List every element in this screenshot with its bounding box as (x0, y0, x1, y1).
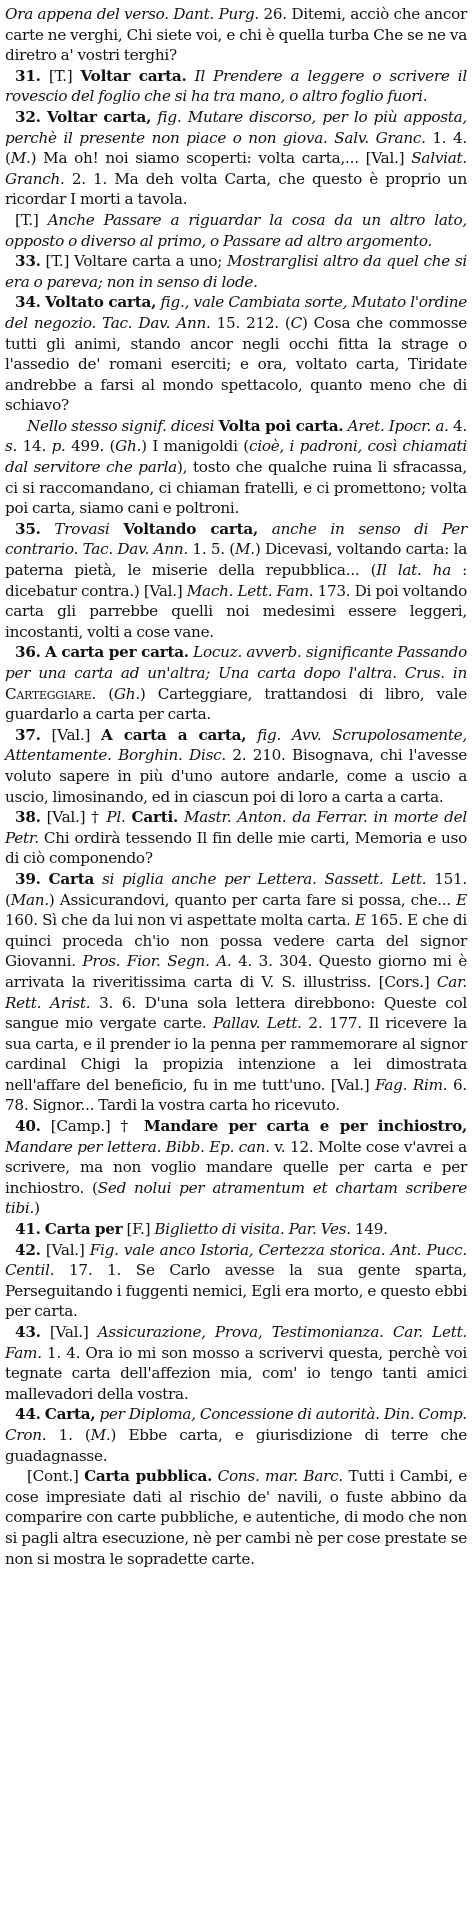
entry-e34b: Nello stesso signif. dicesi Volta poi carta. Aret. Ipocr. a. 4. s. 14. p. 499. (Gh.) I manigoldi (cioè, i padroni, così chiamati dal servitore che parla), tosto che qualche ruina li sfracassa, ci si raccomandano, ci chiaman fratelli, e ci promettono; volta poi carta, siamo cani e poltroni. (5, 416, 467, 518)
entry-e32b: [T.] Anche Passare a riguardar la cosa da un altro lato, opposto o diverso al primo, o Passare ad altro argomento. (5, 210, 467, 250)
entry-e44: 44. Carta, per Diploma, Concessione di autorità. Din. Comp. Cron. 1. (M.) Ebbe carta, e giurisdizione di terre che guadagnasse. (5, 1405, 468, 1465)
entry-e34: 34. Voltato carta, fig., vale Cambiata sorte, Mutato l'ordine del negozio. Tac. Dav. Ann. 15. 212. (C) Cosa che commosse tutti gli animi, stando ancor negli occhi fitta la strage o l'assedio de' romani eserciti; e ora, voltato carta, Tiridate andrebbe a farsi al mondo spettacolo, quanto meno che di schiavo? (5, 293, 468, 415)
entry-e32: 32. Voltar carta, fig. Mutare discorso, per lo più apposta, perchè il presente non piace o non giova. Salv. Granc. 1. 4. (M.) Ma oh! noi siamo scoperti: volta carta,... [Val.] Salviat. Granch. 2. 1. Ma deh volta Carta, che questo è proprio un ricordar I morti a tavola. (5, 107, 467, 209)
entry-e38: 38. [Val.] † Pl. Carti. Mastr. Anton. da Ferrar. in morte del Petr. Chi ordirà tessendo Il fin delle mie carti, Memoria e uso di ciò componendo? (5, 808, 468, 868)
entry-e41: 41. Carta per [F.] Biglietto di visita. Par. Ves. 149. (15, 1220, 388, 1239)
entry-e43: 43. [Val.] Assicurazione, Prova, Testimonianza. Car. Lett. Fam. 1. 4. Ora io mi son mosso a scrivervi questa, perchè voi tegnate carta dell'affezion mia, com' io tengo tanti amici mallevadori della vostra. (5, 1323, 467, 1403)
entry-e31: 31. [T.] Voltar carta. Il Prendere a leggere o scrivere il rovescio del foglio che si ha tra mano, o altro foglio fuori. (5, 66, 467, 106)
entry-e39: 39. Carta si piglia anche per Lettera. Sassett. Lett. 151. (Man.) Assicurandovi, quanto per carta fare si possa, che... E 160. Sì che da lui non vi aspettate molta carta. E 165. E che di quinci proceda ch'io non possa vedere carta del signor Giovanni. Pros. Fior. Segn. A. 4. 3. 304. Questo giorno mi è arrivata la riveritissima carta di V. S. illustriss. [Cors.] Car. Rett. Arist. 3. 6. D'una sola lettera direbbono: Queste col sangue mio vergate carte. Pallav. Lett. 2. 177. Il ricevere la sua carta, e il prender io la penna per rammemorare al signor cardinal Chigi la propizia intenzione a lei dimostrata nell'affare del beneficio, fu in me tutt'uno. [Val.] Fag. Rim. 6. 78. Signor... Tardi la vostra carta ho ricevuto. (5, 869, 468, 1115)
entry-e40: 40. [Camp.] † Mandare per carta e per inchiostro, Mandare per lettera. Bibb. Ep. can. v. 12. Molte cose v'avrei a scrivere, ma non voglio mandare quelle per carta e per inchiostro. (Sed nolui per atramentum et chartam scribere tibi.) (5, 1117, 468, 1218)
entry-e33: 33. [T.] Voltare carta a uno; Mostrarglisi altro da quel che si era o pareva; non in senso di lode. (5, 252, 467, 291)
entry-e37: 37. [Val.] A carta a carta, fig. Avv. Scrupolosamente, Attentamente. Borghin. Disc. 2. 210. Bisognava, chi l'avesse voluto sapere in più d'uno autore andarle, come a uscio a uscio, limosinando, ed in ciascun poi di loro a carta a carta. (5, 725, 467, 806)
entry-e0: Ora appena del verso. Dant. Purg. 26. Ditemi, acciò che ancor carte ne verghi, Chi siete voi, e chi è quella turba Che se ne va diretro a' vostri terghi? (5, 5, 467, 65)
entry-e42: 42. [Val.] Fig. vale anco Istoria, Certezza storica. Ant. Pucc. Centil. 17. 1. Se Carlo avesse la sua gente sparta, Perseguitando i fuggenti nemici, Egli era morto, e questo ebbi per carta. (5, 1240, 467, 1321)
entry-e36: 36. A carta per carta. Locuz. avverb. significante Passando per una carta ad un'altra; Una carta dopo l'altra. Crus. in Carteggiare. (Gh.) Carteggiare, trattandosi di libro, vale guardarlo a carta per carta. (5, 643, 468, 724)
entry-e35: 35. Trovasi Voltando carta, anche in senso di Per contrario. Tac. Dav. Ann. 1. 5. (M.) Dicevasi, voltando carta: la paterna pietà, le miserie della repubblica... (Il lat. ha : dicebatur contra.) [Val.] Mach. Lett. Fam. 173. Di poi voltando carta gli parrebbe quelli noi medesimi essere leggeri, incostanti, volti a cose vane. (5, 519, 468, 641)
entry-e44b: [Cont.] Carta pubblica. Cons. mar. Barc. Tutti i Cambi, e cose impresiate dati al rischio de' navili, o fuste abbino da comparire con carte pubbliche, e autentiche, di modo che non si pagli altra esecuzione, nè per cambi nè per cose prestate se non si mostra le sopradette carte. (5, 1467, 468, 1568)
